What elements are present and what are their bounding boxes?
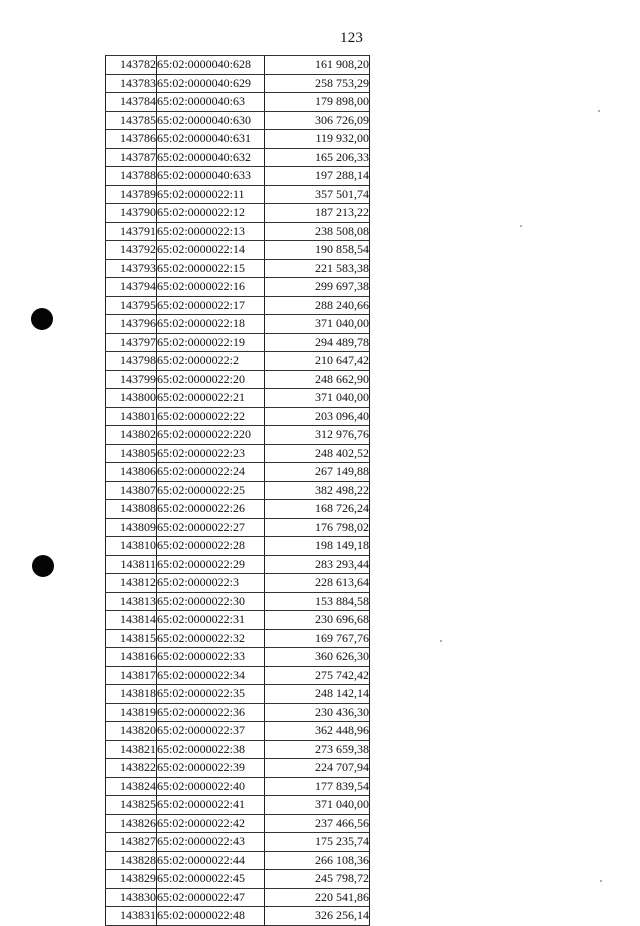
- cadastral-number-cell: 65:02:0000022:17: [157, 296, 265, 315]
- record-number-cell: 143793: [106, 259, 157, 278]
- cadastral-number-cell: 65:02:0000022:3: [157, 574, 265, 593]
- record-number-cell: 143809: [106, 518, 157, 537]
- record-number-cell: 143800: [106, 389, 157, 408]
- table-row: [106, 814, 370, 833]
- table-row: [106, 241, 370, 260]
- record-number-cell: 143812: [106, 574, 157, 593]
- value-cell: 175 235,74: [265, 833, 370, 852]
- table-row: [106, 185, 370, 204]
- table-row: [106, 555, 370, 574]
- cadastral-number-cell: 65:02:0000040:632: [157, 148, 265, 167]
- cadastral-number-cell: 65:02:0000040:63: [157, 93, 265, 112]
- table-row: [106, 167, 370, 186]
- cadastral-number-cell: 65:02:0000040:631: [157, 130, 265, 149]
- value-cell: 248 142,14: [265, 685, 370, 704]
- value-cell: 273 659,38: [265, 740, 370, 759]
- value-cell: 294 489,78: [265, 333, 370, 352]
- cadastral-number-cell: 65:02:0000022:15: [157, 259, 265, 278]
- table-row: [106, 537, 370, 556]
- record-number-cell: 143827: [106, 833, 157, 852]
- record-number-cell: 143805: [106, 444, 157, 463]
- scan-speck: [600, 880, 602, 882]
- record-number-cell: 143802: [106, 426, 157, 445]
- table-row: [106, 907, 370, 926]
- table-row: [106, 370, 370, 389]
- record-number-cell: 143795: [106, 296, 157, 315]
- value-cell: 197 288,14: [265, 167, 370, 186]
- table-row: [106, 870, 370, 889]
- table-row: [106, 56, 370, 75]
- value-cell: 176 798,02: [265, 518, 370, 537]
- cadastral-number-cell: 65:02:0000022:35: [157, 685, 265, 704]
- cadastral-number-cell: 65:02:0000022:34: [157, 666, 265, 685]
- table-row: [106, 333, 370, 352]
- table-row: [106, 444, 370, 463]
- value-cell: 275 742,42: [265, 666, 370, 685]
- cadastral-number-cell: 65:02:0000022:32: [157, 629, 265, 648]
- value-cell: 220 541,86: [265, 888, 370, 907]
- table-row: [106, 315, 370, 334]
- record-number-cell: 143814: [106, 611, 157, 630]
- record-number-cell: 143822: [106, 759, 157, 778]
- record-number-cell: 143816: [106, 648, 157, 667]
- value-cell: 179 898,00: [265, 93, 370, 112]
- table-row: [106, 648, 370, 667]
- record-number-cell: 143792: [106, 241, 157, 260]
- scan-speck: [520, 225, 522, 227]
- table-row: [106, 518, 370, 537]
- value-cell: 237 466,56: [265, 814, 370, 833]
- record-number-cell: 143801: [106, 407, 157, 426]
- record-number-cell: 143831: [106, 907, 157, 926]
- cadastral-number-cell: 65:02:0000022:36: [157, 703, 265, 722]
- cadastral-number-cell: 65:02:0000022:37: [157, 722, 265, 741]
- table-row: [106, 722, 370, 741]
- record-number-cell: 143782: [106, 56, 157, 75]
- cadastral-number-cell: 65:02:0000022:19: [157, 333, 265, 352]
- record-number-cell: 143815: [106, 629, 157, 648]
- record-number-cell: 143820: [106, 722, 157, 741]
- punch-hole-mark: [32, 555, 54, 577]
- value-cell: 187 213,22: [265, 204, 370, 223]
- table-row: [106, 777, 370, 796]
- record-number-cell: 143799: [106, 370, 157, 389]
- value-cell: 161 908,20: [265, 56, 370, 75]
- table-row: [106, 463, 370, 482]
- record-number-cell: 143830: [106, 888, 157, 907]
- value-cell: 306 726,09: [265, 111, 370, 130]
- cadastral-number-cell: 65:02:0000022:23: [157, 444, 265, 463]
- value-cell: 177 839,54: [265, 777, 370, 796]
- table-row: [106, 685, 370, 704]
- value-cell: 326 256,14: [265, 907, 370, 926]
- table-row: [106, 111, 370, 130]
- cadastral-number-cell: 65:02:0000040:630: [157, 111, 265, 130]
- cadastral-number-cell: 65:02:0000022:42: [157, 814, 265, 833]
- cadastral-number-cell: 65:02:0000022:18: [157, 315, 265, 334]
- value-cell: 203 096,40: [265, 407, 370, 426]
- table-row: [106, 389, 370, 408]
- value-cell: 382 498,22: [265, 481, 370, 500]
- value-cell: 119 932,00: [265, 130, 370, 149]
- punch-hole-mark: [31, 308, 53, 330]
- table-row: [106, 759, 370, 778]
- record-number-cell: 143794: [106, 278, 157, 297]
- value-cell: 168 726,24: [265, 500, 370, 519]
- value-cell: 224 707,94: [265, 759, 370, 778]
- cadastral-number-cell: 65:02:0000022:26: [157, 500, 265, 519]
- value-cell: 190 858,54: [265, 241, 370, 260]
- table-row: [106, 259, 370, 278]
- table-row: [106, 148, 370, 167]
- table-row: [106, 204, 370, 223]
- cadastral-number-cell: 65:02:0000022:16: [157, 278, 265, 297]
- registry-table-body: [106, 56, 370, 926]
- value-cell: 371 040,00: [265, 796, 370, 815]
- record-number-cell: 143796: [106, 315, 157, 334]
- cadastral-number-cell: 65:02:0000022:2: [157, 352, 265, 371]
- value-cell: 288 240,66: [265, 296, 370, 315]
- scan-speck: [440, 640, 442, 642]
- table-row: [106, 278, 370, 297]
- record-number-cell: 143810: [106, 537, 157, 556]
- value-cell: 258 753,29: [265, 74, 370, 93]
- cadastral-number-cell: 65:02:0000022:20: [157, 370, 265, 389]
- table-row: [106, 74, 370, 93]
- table-row: [106, 833, 370, 852]
- record-number-cell: 143791: [106, 222, 157, 241]
- value-cell: 165 206,33: [265, 148, 370, 167]
- cadastral-number-cell: 65:02:0000022:43: [157, 833, 265, 852]
- table-row: [106, 703, 370, 722]
- record-number-cell: 143786: [106, 130, 157, 149]
- cadastral-number-cell: 65:02:0000022:21: [157, 389, 265, 408]
- cadastral-number-cell: 65:02:0000040:628: [157, 56, 265, 75]
- value-cell: 357 501,74: [265, 185, 370, 204]
- table-row: [106, 796, 370, 815]
- record-number-cell: 143808: [106, 500, 157, 519]
- table-row: [106, 592, 370, 611]
- record-number-cell: 143829: [106, 870, 157, 889]
- value-cell: 299 697,38: [265, 278, 370, 297]
- record-number-cell: 143790: [106, 204, 157, 223]
- table-row: [106, 574, 370, 593]
- cadastral-number-cell: 65:02:0000040:633: [157, 167, 265, 186]
- table-row: [106, 222, 370, 241]
- page-number: 123: [340, 30, 364, 46]
- value-cell: 266 108,36: [265, 851, 370, 870]
- scan-speck: [598, 110, 600, 112]
- record-number-cell: 143797: [106, 333, 157, 352]
- record-number-cell: 143783: [106, 74, 157, 93]
- table-row: [106, 500, 370, 519]
- value-cell: 248 662,90: [265, 370, 370, 389]
- value-cell: 312 976,76: [265, 426, 370, 445]
- cadastral-number-cell: 65:02:0000022:47: [157, 888, 265, 907]
- cadastral-number-cell: 65:02:0000022:28: [157, 537, 265, 556]
- record-number-cell: 143824: [106, 777, 157, 796]
- record-number-cell: 143821: [106, 740, 157, 759]
- table-row: [106, 888, 370, 907]
- value-cell: 230 436,30: [265, 703, 370, 722]
- record-number-cell: 143826: [106, 814, 157, 833]
- cadastral-number-cell: 65:02:0000022:33: [157, 648, 265, 667]
- cadastral-number-cell: 65:02:0000022:27: [157, 518, 265, 537]
- record-number-cell: 143807: [106, 481, 157, 500]
- value-cell: 248 402,52: [265, 444, 370, 463]
- table-row: [106, 130, 370, 149]
- value-cell: 362 448,96: [265, 722, 370, 741]
- value-cell: 169 767,76: [265, 629, 370, 648]
- cadastral-number-cell: 65:02:0000040:629: [157, 74, 265, 93]
- value-cell: 283 293,44: [265, 555, 370, 574]
- value-cell: 238 508,08: [265, 222, 370, 241]
- cadastral-number-cell: 65:02:0000022:24: [157, 463, 265, 482]
- value-cell: 210 647,42: [265, 352, 370, 371]
- record-number-cell: 143784: [106, 93, 157, 112]
- value-cell: 245 798,72: [265, 870, 370, 889]
- table-row: [106, 426, 370, 445]
- record-number-cell: 143817: [106, 666, 157, 685]
- table-row: [106, 740, 370, 759]
- cadastral-number-cell: 65:02:0000022:11: [157, 185, 265, 204]
- record-number-cell: 143787: [106, 148, 157, 167]
- cadastral-number-cell: 65:02:0000022:31: [157, 611, 265, 630]
- cadastral-number-cell: 65:02:0000022:30: [157, 592, 265, 611]
- table-row: [106, 611, 370, 630]
- registry-table: [105, 55, 370, 926]
- table-row: [106, 666, 370, 685]
- value-cell: 360 626,30: [265, 648, 370, 667]
- cadastral-number-cell: 65:02:0000022:44: [157, 851, 265, 870]
- value-cell: 267 149,88: [265, 463, 370, 482]
- cadastral-number-cell: 65:02:0000022:13: [157, 222, 265, 241]
- cadastral-number-cell: 65:02:0000022:14: [157, 241, 265, 260]
- table-row: [106, 93, 370, 112]
- cadastral-number-cell: 65:02:0000022:41: [157, 796, 265, 815]
- cadastral-number-cell: 65:02:0000022:45: [157, 870, 265, 889]
- record-number-cell: 143785: [106, 111, 157, 130]
- record-number-cell: 143828: [106, 851, 157, 870]
- record-number-cell: 143806: [106, 463, 157, 482]
- cadastral-number-cell: 65:02:0000022:12: [157, 204, 265, 223]
- table-row: [106, 352, 370, 371]
- table-row: [106, 629, 370, 648]
- record-number-cell: 143798: [106, 352, 157, 371]
- record-number-cell: 143819: [106, 703, 157, 722]
- cadastral-number-cell: 65:02:0000022:39: [157, 759, 265, 778]
- value-cell: 230 696,68: [265, 611, 370, 630]
- value-cell: 198 149,18: [265, 537, 370, 556]
- record-number-cell: 143813: [106, 592, 157, 611]
- cadastral-number-cell: 65:02:0000022:48: [157, 907, 265, 926]
- table-row: [106, 481, 370, 500]
- value-cell: 371 040,00: [265, 315, 370, 334]
- cadastral-number-cell: 65:02:0000022:220: [157, 426, 265, 445]
- cadastral-number-cell: 65:02:0000022:29: [157, 555, 265, 574]
- value-cell: 153 884,58: [265, 592, 370, 611]
- cadastral-number-cell: 65:02:0000022:22: [157, 407, 265, 426]
- cadastral-number-cell: 65:02:0000022:25: [157, 481, 265, 500]
- cadastral-number-cell: 65:02:0000022:40: [157, 777, 265, 796]
- record-number-cell: 143825: [106, 796, 157, 815]
- record-number-cell: 143788: [106, 167, 157, 186]
- cadastral-number-cell: 65:02:0000022:38: [157, 740, 265, 759]
- record-number-cell: 143811: [106, 555, 157, 574]
- table-row: [106, 407, 370, 426]
- table-row: [106, 851, 370, 870]
- value-cell: 221 583,38: [265, 259, 370, 278]
- record-number-cell: 143818: [106, 685, 157, 704]
- value-cell: 228 613,64: [265, 574, 370, 593]
- value-cell: 371 040,00: [265, 389, 370, 408]
- record-number-cell: 143789: [106, 185, 157, 204]
- table-row: [106, 296, 370, 315]
